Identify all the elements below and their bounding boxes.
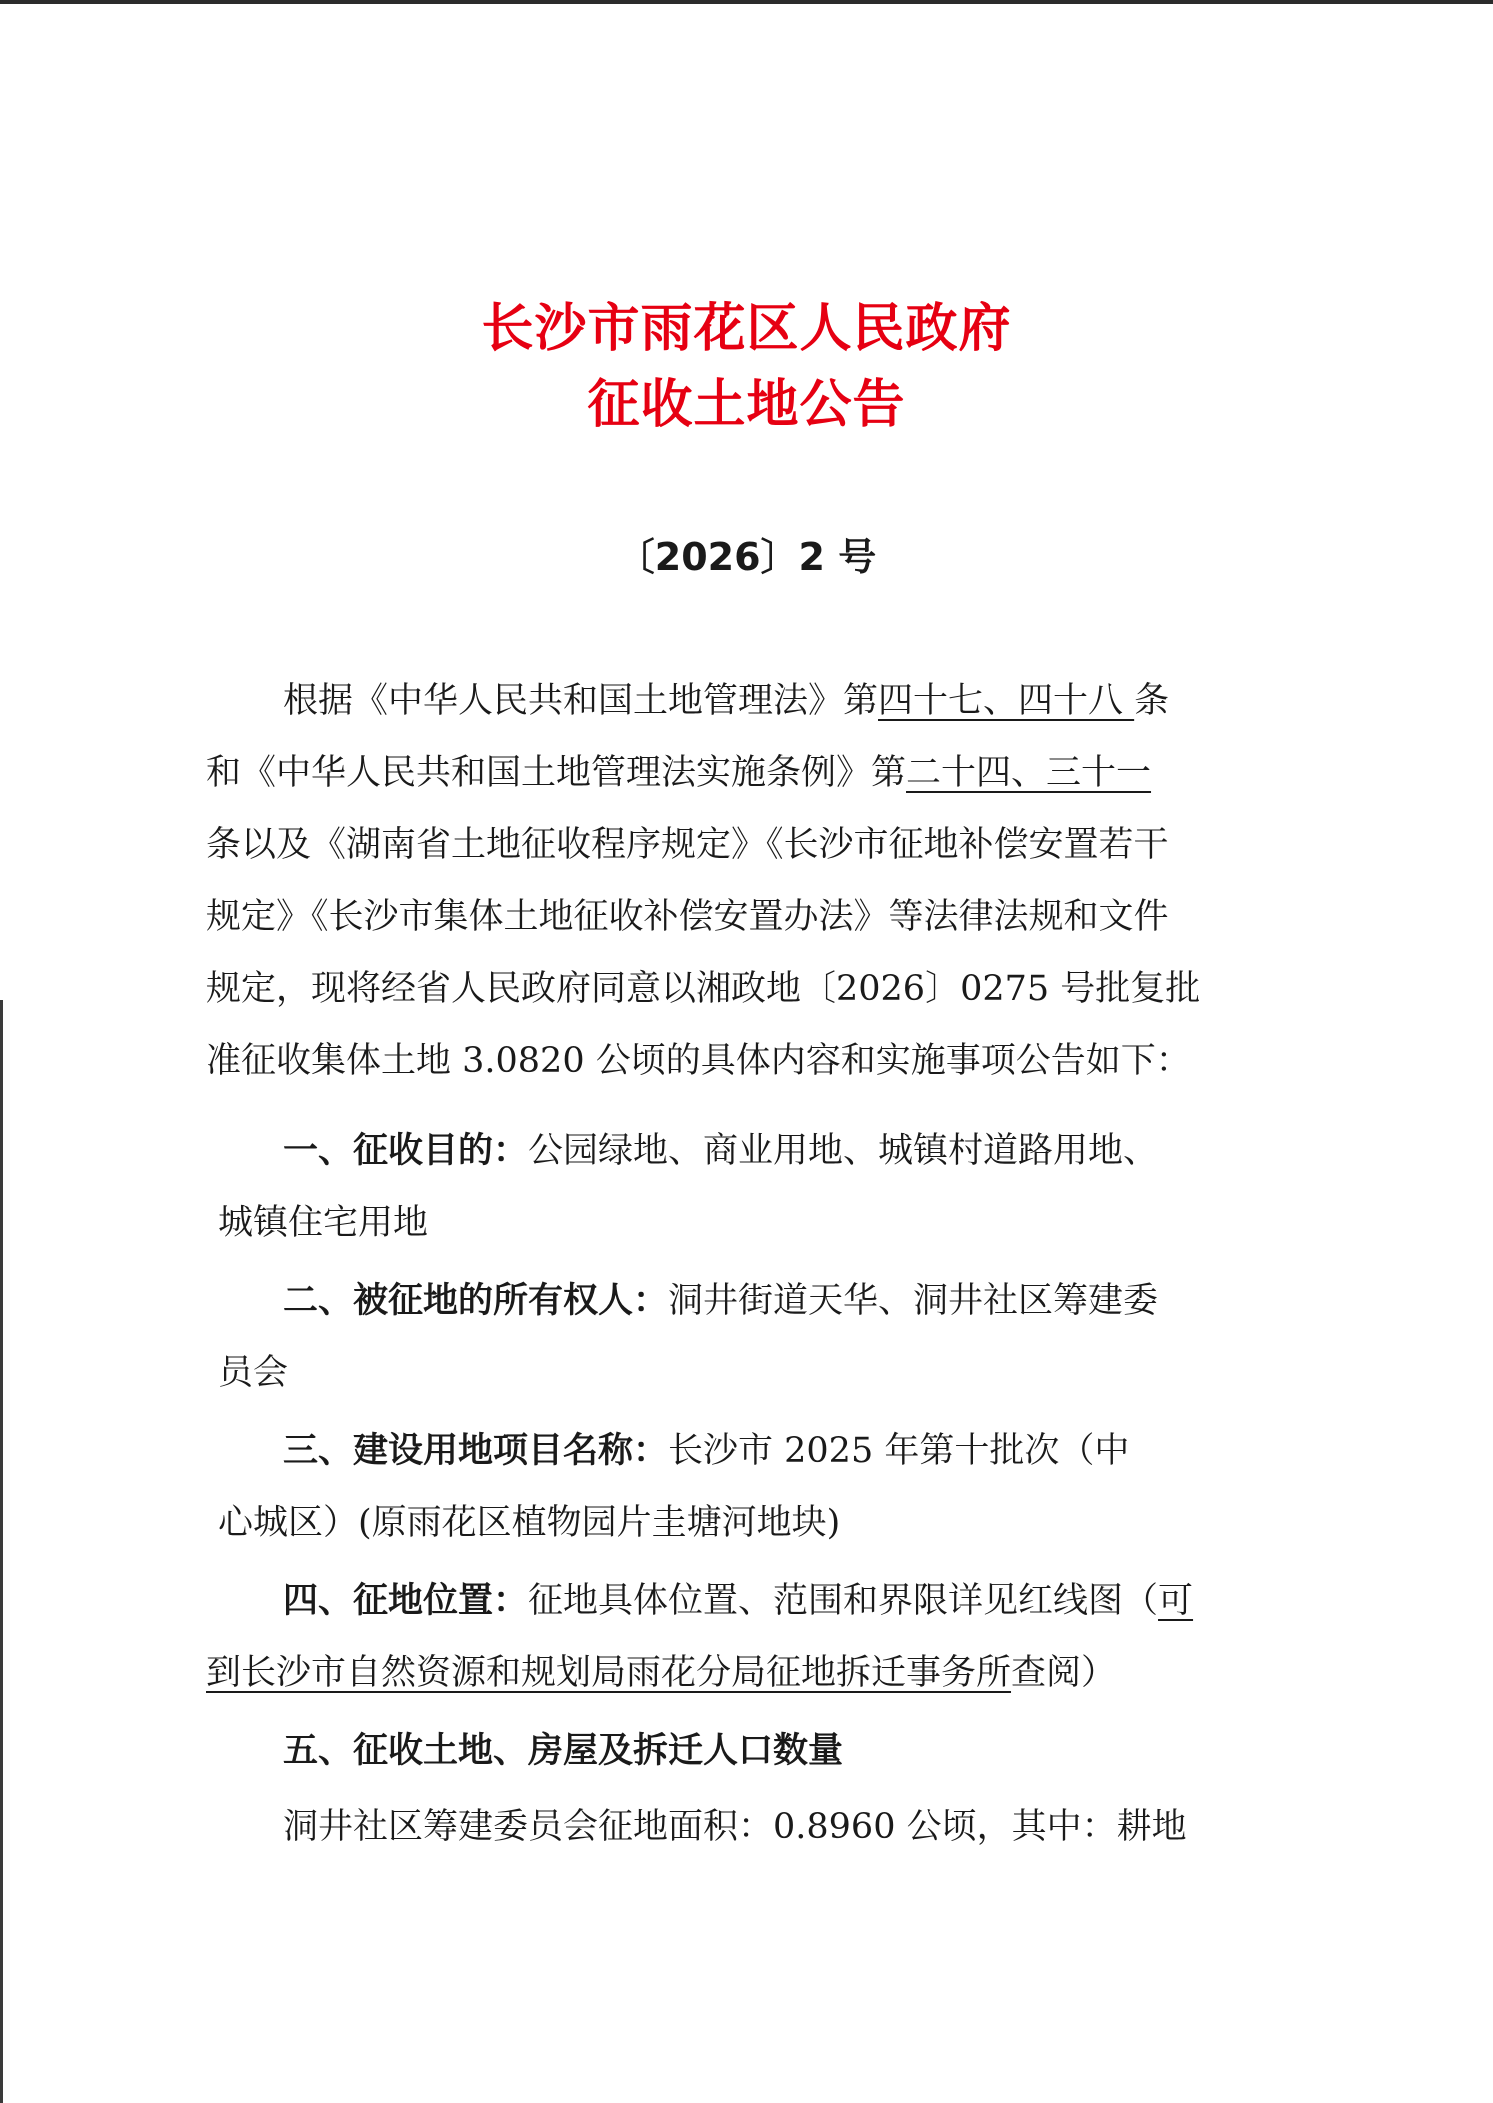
document-title-line2: 征收土地公告 xyxy=(587,374,906,435)
section1-line1 xyxy=(283,1130,1158,1172)
section2-line1 xyxy=(283,1280,1158,1322)
section3-line1 xyxy=(283,1430,1129,1472)
section1-line2: 城镇住宅用地 xyxy=(218,1203,429,1243)
section1-heading: 一、征收目的： xyxy=(283,1131,529,1171)
p1-line1-text: 根据《中华人民共和国土地管理法》第 xyxy=(283,681,879,721)
section4-text1: 征地具体位置、范围和界限详见红线图（ xyxy=(528,1581,1159,1621)
document-title-line1: 长沙市雨花区人民政府 xyxy=(481,298,1012,359)
section5-heading: 五、征收土地、房屋及拆迁人口数量 xyxy=(283,1731,844,1771)
p1-line3: 条以及《湖南省土地征收程序规定》《长沙市征地补偿安置若干 xyxy=(206,825,1169,865)
section4-line2 xyxy=(206,1652,1116,1694)
section5-line1: 洞井社区筹建委员会征地面积：0.8960 公顷，其中：耕地 xyxy=(283,1807,1187,1847)
p1-line6: 准征收集体土地 3.0820 公顷的具体内容和实施事项公告如下： xyxy=(206,1041,1191,1081)
section4-underlined-start: 可 xyxy=(1158,1581,1194,1621)
section1-text1: 公园绿地、商业用地、城镇村道路用地、 xyxy=(528,1131,1159,1171)
section3-text1: 长沙市 2025 年第十批次（中 xyxy=(668,1431,1130,1471)
section4-heading: 四、征地位置： xyxy=(283,1581,529,1621)
p1-line2-text: 和《中华人民共和国土地管理法实施条例》第 xyxy=(206,753,907,793)
p1-line2-underlined: 二十四、三十一 xyxy=(906,753,1152,793)
section4-line1 xyxy=(283,1580,1193,1622)
p1-line1-underlined: 四十七、四十八 xyxy=(878,681,1135,721)
section2-heading: 二、被征地的所有权人： xyxy=(283,1281,669,1321)
section2-line2: 员会 xyxy=(218,1353,289,1393)
section4-underlined-location: 到长沙市自然资源和规划局雨花分局征地拆迁事务所 xyxy=(206,1653,1012,1693)
section3-line2: 心城区）(原雨花区植物园片圭塘河地块) xyxy=(218,1503,841,1543)
scan-edge-top xyxy=(0,0,1493,4)
p1-line5: 规定，现将经省人民政府同意以湘政地〔2026〕0275 号批复批 xyxy=(206,969,1201,1009)
section4-line2-end: 查阅） xyxy=(1011,1653,1117,1693)
section2-text1: 洞井街道天华、洞井社区筹建委 xyxy=(668,1281,1159,1321)
document-number: 〔2026〕2 号 xyxy=(616,535,877,579)
p1-line1-end: 条 xyxy=(1134,681,1170,721)
section5-heading-line xyxy=(283,1730,843,1772)
p1-line2 xyxy=(206,752,1151,794)
p1-line1 xyxy=(283,680,1169,722)
p1-line4: 规定》《长沙市集体土地征收补偿安置办法》等法律法规和文件 xyxy=(206,897,1169,937)
section3-heading: 三、建设用地项目名称： xyxy=(283,1431,669,1471)
scan-edge-left xyxy=(0,1000,3,2103)
